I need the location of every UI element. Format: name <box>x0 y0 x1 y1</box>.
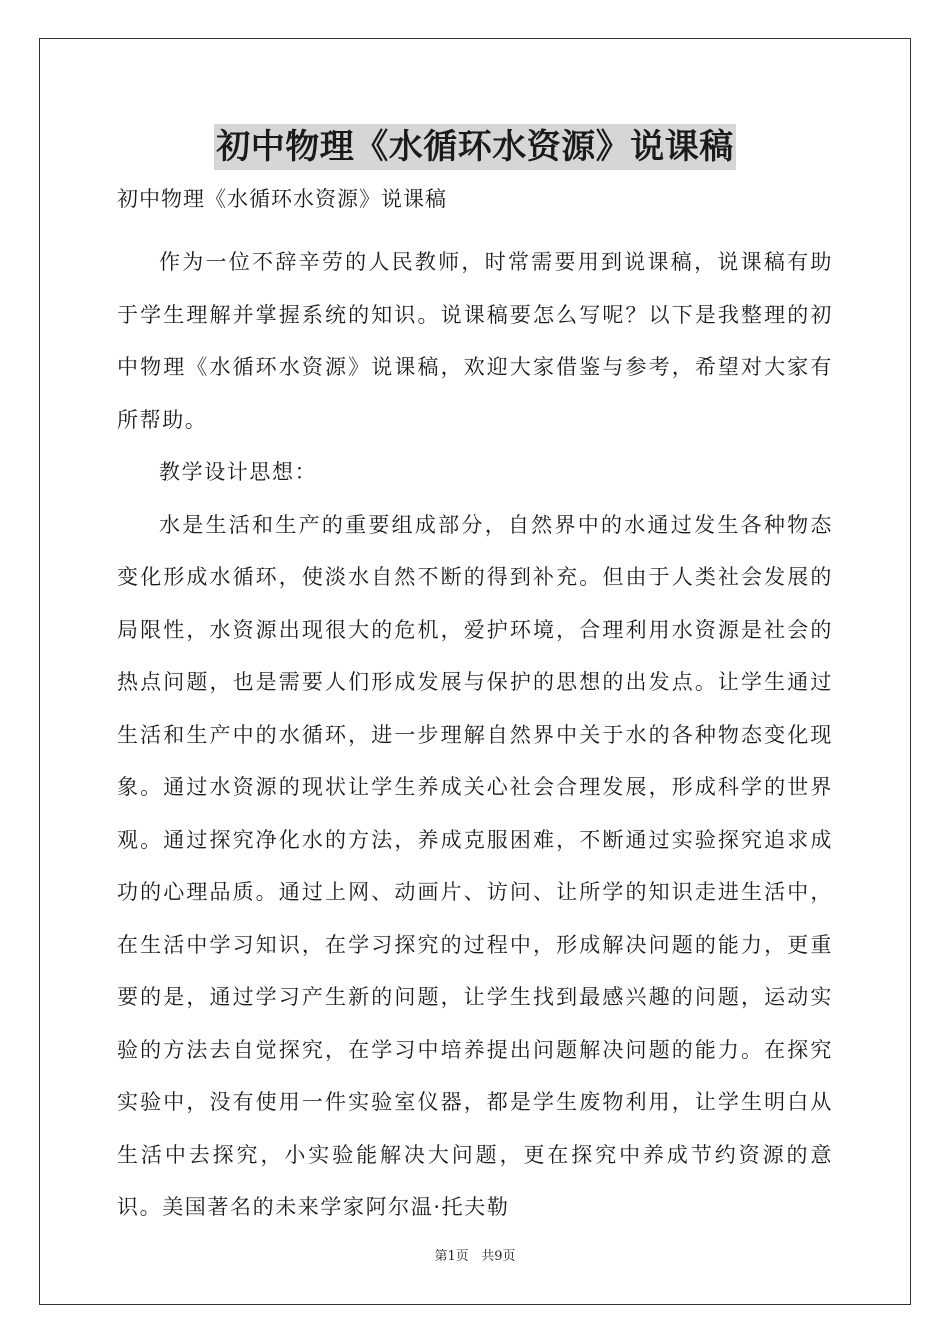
document-body <box>117 236 833 1234</box>
document-subtitle: 初中物理《水循环水资源》说课稿 <box>117 187 447 211</box>
section-heading: 教学设计思想： <box>159 460 318 484</box>
intro-paragraph: 作为一位不辞辛劳的人民教师，时常需要用到说课稿，说课稿有助于学生理解并掌握系统的知识。说课稿要怎么写呢？以下是我整理的初中物理《水循环水资源》说课稿，欢迎大家借鉴与参考，希望对大家有所帮助。 <box>117 250 833 432</box>
design-paragraph: 水是生活和生产的重要组成部分，自然界中的水通过发生各种物态变化形成水循环，使淡水自然不断的得到补充。但由于人类社会发展的局限性，水资源出现很大的危机，爱护环境，合理利用水资源是社会的热点问题，也是需要人们形成发展与保护的思想的出发点。让学生通过生活和生产中的水循环，进一步理解自然界中关于水的各种物态变化现象。通过水资源的现状让学生养成关心社会合理发展，形成科学的世界观。通过探究净化水的方法，养成克服困难，不断通过实验探究追求成功的心理品质。通过上网、动画片、访问、让所学的知识走进生活中，在生活中学习知识，在学习探究的过程中，形成解决问题的能力，更重要的是，通过学习产生新的问题，让学生找到最感兴趣的问题，运动实验的方法去自觉探究，在学习中培养提出问题解决问题的能力。在探究实验中，没有使用一件实验室仪器，都是学生废物利用，让学生明白从生活中去探究，小实验能解决大问题，更在探究中养成节约资源的意识。美国著名的未来学家阿尔温·托夫勒 <box>117 512 833 1219</box>
page-number: 第1页 <box>434 1249 469 1264</box>
title-area <box>0 124 950 170</box>
document-title: 初中物理《水循环水资源》说课稿 <box>214 124 736 170</box>
page-footer <box>0 1247 950 1267</box>
page-total: 共9页 <box>481 1249 516 1264</box>
